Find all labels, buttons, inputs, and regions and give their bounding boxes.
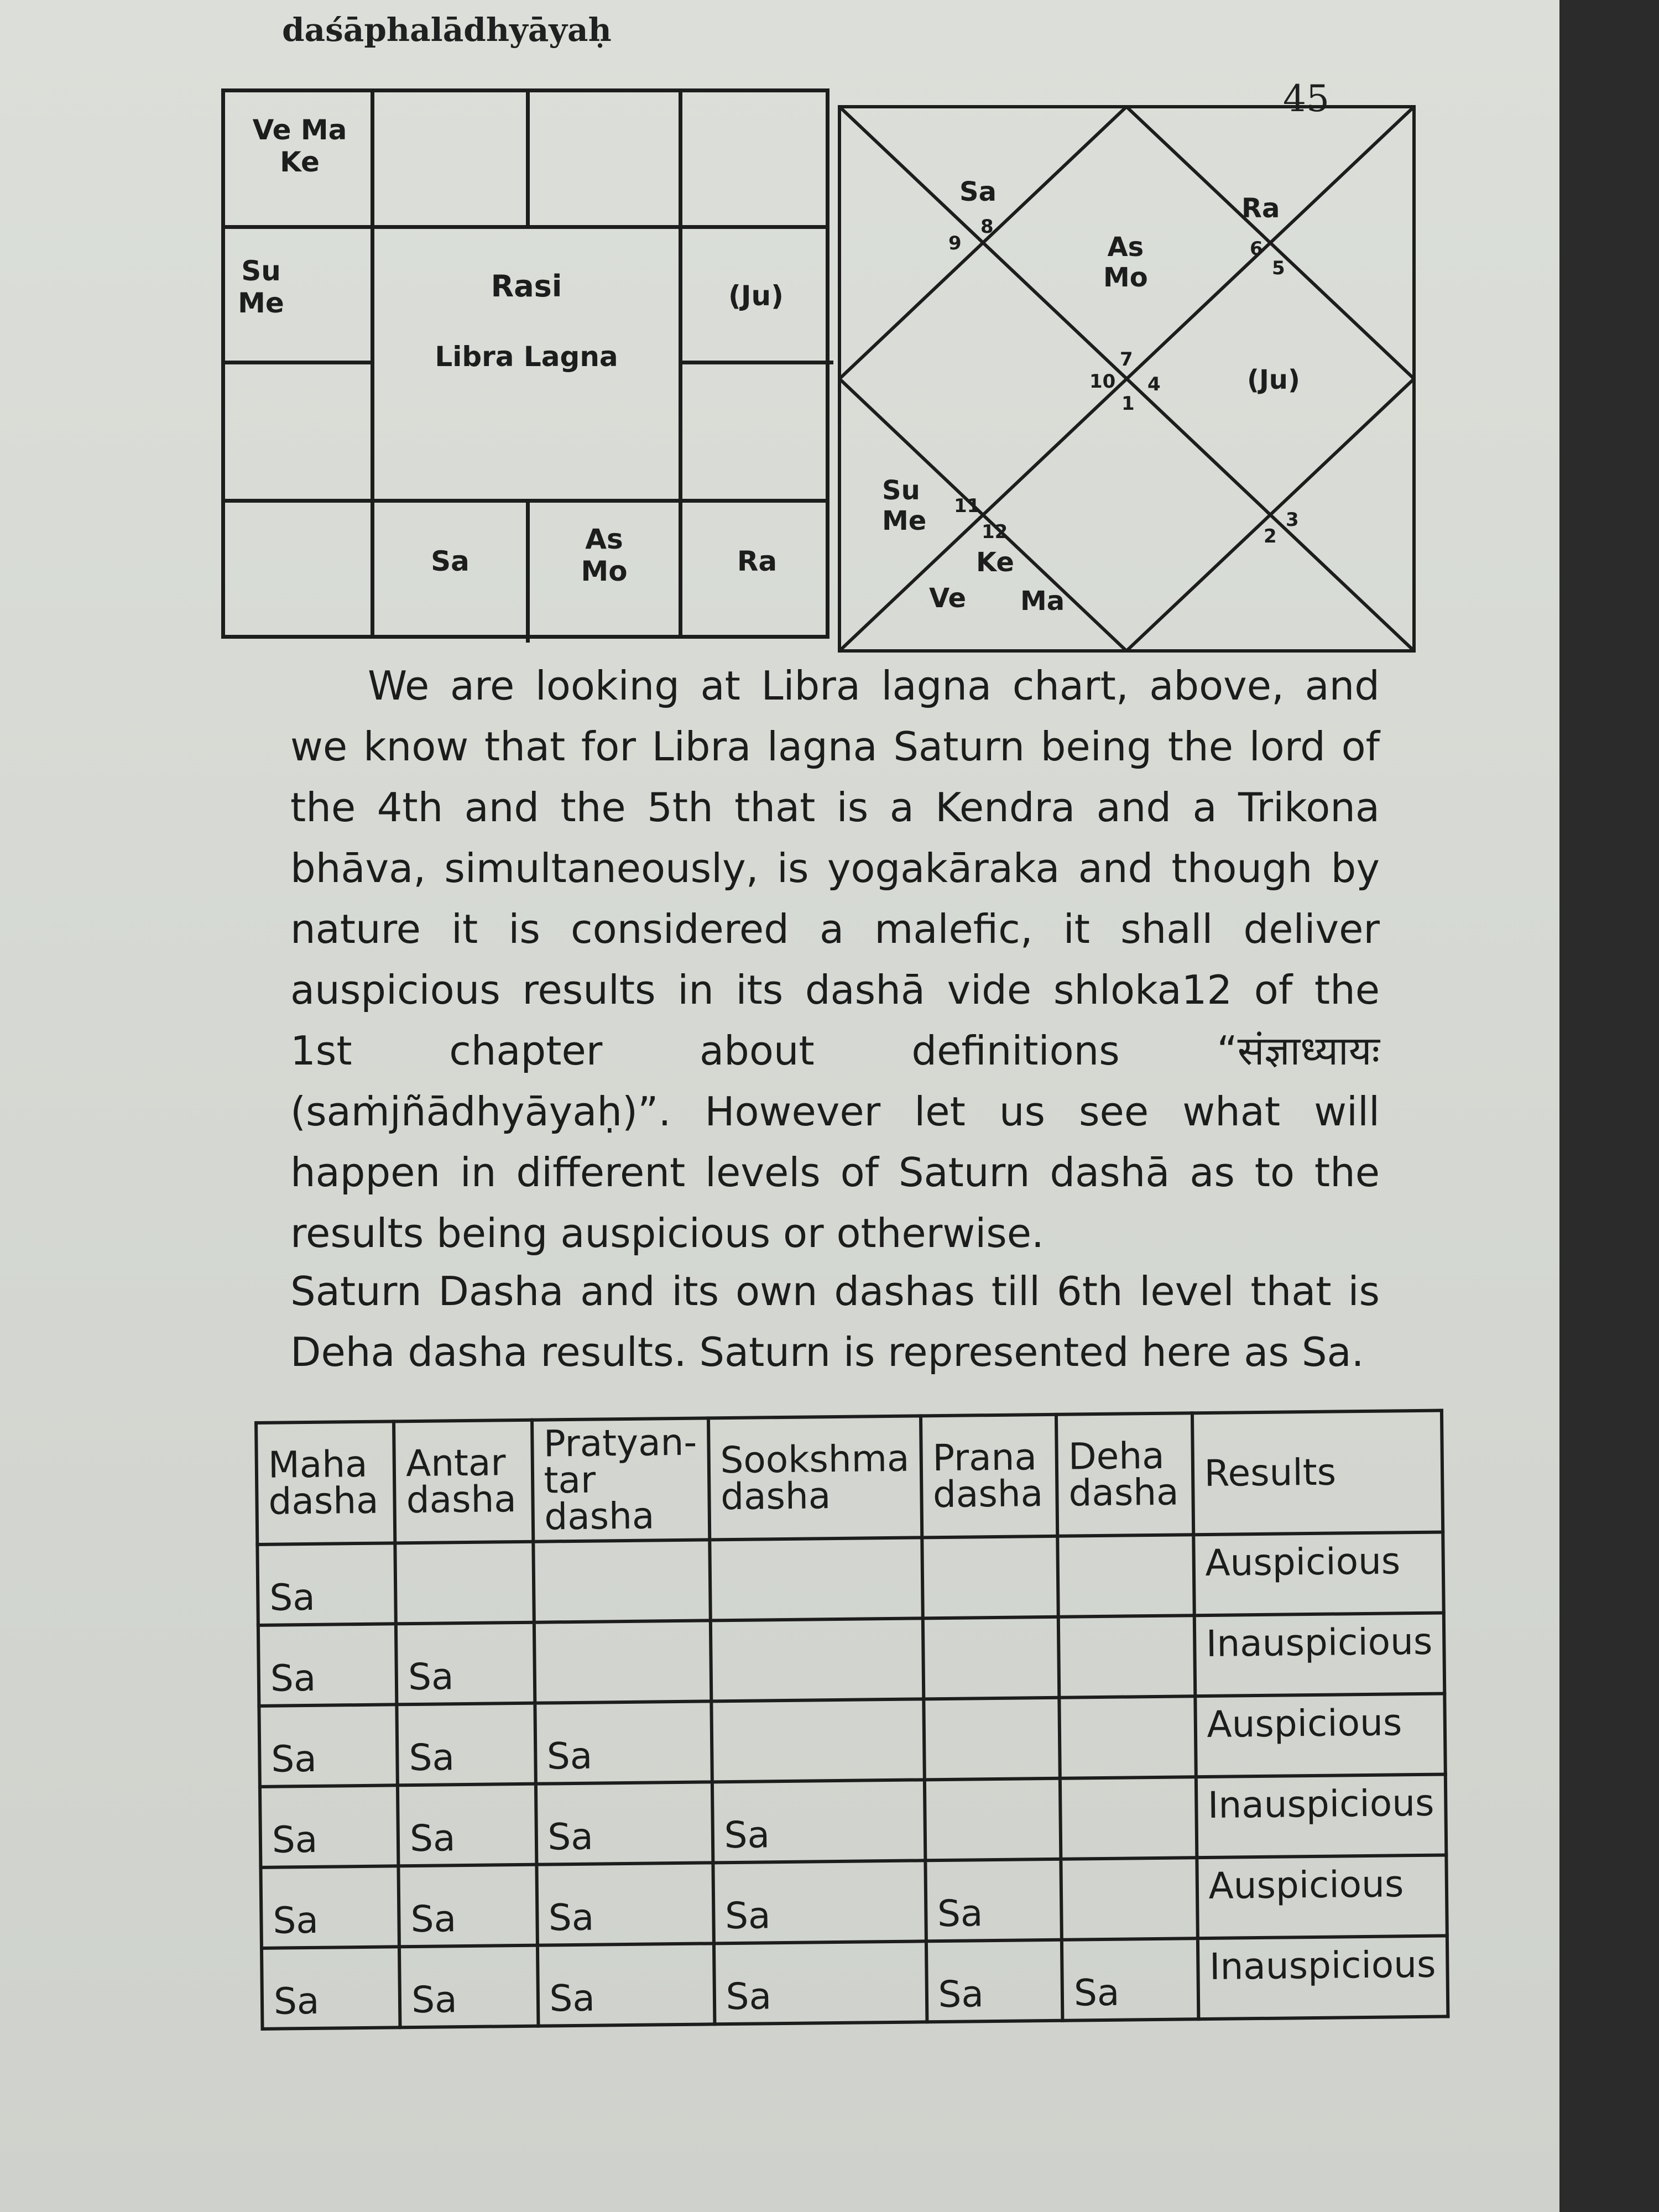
- north-house-12-ve: Ve: [929, 583, 967, 614]
- cell-prana: Sa: [925, 1859, 1062, 1942]
- dasha-results-table: [254, 1408, 1449, 2030]
- cell-antar: Sa: [397, 1703, 536, 1786]
- cell-pratyantar: Sa: [535, 1782, 713, 1864]
- cell-pratyantar: [533, 1540, 711, 1622]
- table-row: [259, 1693, 1445, 1786]
- cell-pratyantar: [534, 1620, 711, 1703]
- cell-deha: [1058, 1615, 1195, 1698]
- table-row: [262, 1936, 1448, 2028]
- house-number-2: 2: [1264, 525, 1277, 547]
- cell-maha: Sa: [260, 1866, 399, 1948]
- north-house-11-planets: Su Me: [882, 475, 927, 537]
- cell-antar: [395, 1542, 534, 1624]
- cell-prana: [924, 1778, 1061, 1861]
- rasi-cell-pisces: Ve Ma Ke: [252, 114, 347, 178]
- cell-sookshma: [709, 1537, 922, 1620]
- rasi-chart-title: Rasi: [491, 269, 562, 304]
- north-chart-lines: [838, 105, 1416, 653]
- cell-deha: [1059, 1696, 1196, 1778]
- cell-pratyantar: Sa: [536, 1863, 714, 1945]
- table-row: [260, 1774, 1446, 1867]
- paragraph-libra-lagna: We are looking at Libra lagna chart, above, and we know that for Libra lagna Saturn being the lord of the 4th and the 5th that is a Kendra and a Trikona bhāva, simultaneously, is yogakāraka and though by nature it is considered a malefic, it shall deliver auspicious results in its dashā vide shloka12 of the 1st chapter about definitions “संज्ञाध्यायः (saṁjñādhyāyaḥ)”. However let us see what will happen in different levels of Saturn dashā as to the results being auspicious or otherwise.: [290, 662, 1380, 1256]
- cell-deha: [1060, 1777, 1197, 1859]
- rasi-chart-south-indian: [221, 88, 830, 639]
- cell-sookshma: [711, 1618, 924, 1701]
- cell-result: Auspicious: [1195, 1693, 1446, 1777]
- north-indian-chart: [838, 105, 1416, 653]
- cell-sookshma: Sa: [713, 1860, 926, 1943]
- north-house-12-ke: Ke: [976, 547, 1014, 578]
- cell-result: Inauspicious: [1196, 1774, 1446, 1858]
- cell-prana: [922, 1617, 1059, 1699]
- rasi-cell-aquarius: Su Me: [238, 255, 284, 319]
- north-house-9-planets: Sa: [959, 176, 997, 207]
- header-pratyantar-dasha: Pratyan- tar dasha: [532, 1418, 710, 1541]
- house-number-5: 5: [1272, 257, 1285, 279]
- cell-sookshma: [711, 1699, 924, 1782]
- house-number-7: 7: [1120, 348, 1133, 371]
- house-number-4: 4: [1147, 373, 1161, 395]
- header-antar-dasha: Antar dasha: [394, 1420, 533, 1543]
- cell-antar: Sa: [398, 1784, 536, 1866]
- cell-deha: Sa: [1062, 1938, 1198, 2021]
- rasi-cell-virgo: Ra: [737, 545, 778, 577]
- rasi-cell-cancer: (Ju): [728, 280, 784, 312]
- paragraph-saturn-dasha: Saturn Dasha and its own dashas till 6th level that is Deha dasha results. Saturn is represented here as Sa.: [290, 1268, 1380, 1375]
- table-row: [258, 1613, 1444, 1705]
- north-house-4-planets: (Ju): [1247, 364, 1300, 395]
- table-row: [260, 1855, 1447, 1948]
- cell-antar: Sa: [396, 1623, 535, 1705]
- house-number-8: 8: [980, 216, 994, 238]
- running-head: daśāphalādhyāyaḥ: [282, 11, 612, 49]
- table-row: [257, 1532, 1443, 1625]
- cell-prana: [922, 1536, 1058, 1619]
- header-deha-dasha: Deha dasha: [1056, 1413, 1193, 1536]
- house-number-11: 11: [954, 495, 980, 517]
- cell-maha: Sa: [258, 1624, 397, 1706]
- cell-maha: Sa: [259, 1704, 398, 1787]
- cell-deha: [1061, 1858, 1197, 1940]
- north-house-12-ma: Ma: [1020, 586, 1065, 617]
- cell-maha: Sa: [260, 1785, 399, 1867]
- cell-result: Inauspicious: [1197, 1936, 1448, 2019]
- cell-sookshma: Sa: [714, 1941, 927, 2024]
- cell-prana: [924, 1698, 1060, 1780]
- cell-prana: Sa: [926, 1940, 1062, 2022]
- cell-result: Auspicious: [1193, 1532, 1444, 1616]
- page-number: 45: [1283, 77, 1329, 120]
- rasi-chart-lagna: Libra Lagna: [435, 341, 618, 373]
- cell-pratyantar: Sa: [535, 1701, 712, 1783]
- house-number-6: 6: [1250, 238, 1263, 260]
- header-maha-dasha: Maha dasha: [256, 1421, 395, 1545]
- header-prana-dasha: Prana dasha: [921, 1415, 1058, 1538]
- rasi-cell-libra: As Mo: [581, 523, 628, 587]
- cell-maha: Sa: [257, 1543, 396, 1625]
- rasi-cell-scorpio: Sa: [431, 545, 469, 577]
- header-sookshma-dasha: Sookshma dasha: [708, 1416, 922, 1540]
- cell-pratyantar: Sa: [537, 1943, 714, 2026]
- house-number-9: 9: [948, 232, 962, 254]
- cell-antar: Sa: [399, 1945, 538, 2028]
- house-number-10: 10: [1089, 371, 1116, 393]
- cell-result: Inauspicious: [1194, 1613, 1444, 1696]
- house-number-1: 1: [1121, 393, 1135, 415]
- header-results: Results: [1192, 1411, 1443, 1535]
- north-house-7-planets: As Mo: [1103, 232, 1148, 294]
- table-header-row: [256, 1411, 1443, 1545]
- house-number-3: 3: [1286, 509, 1299, 531]
- cell-deha: [1057, 1535, 1194, 1617]
- cell-antar: Sa: [399, 1865, 538, 1947]
- house-number-12: 12: [982, 521, 1008, 543]
- cell-result: Auspicious: [1197, 1855, 1447, 1938]
- north-house-6-planets: Ra: [1241, 193, 1280, 224]
- cell-maha: Sa: [262, 1947, 400, 2029]
- cell-sookshma: Sa: [712, 1780, 925, 1863]
